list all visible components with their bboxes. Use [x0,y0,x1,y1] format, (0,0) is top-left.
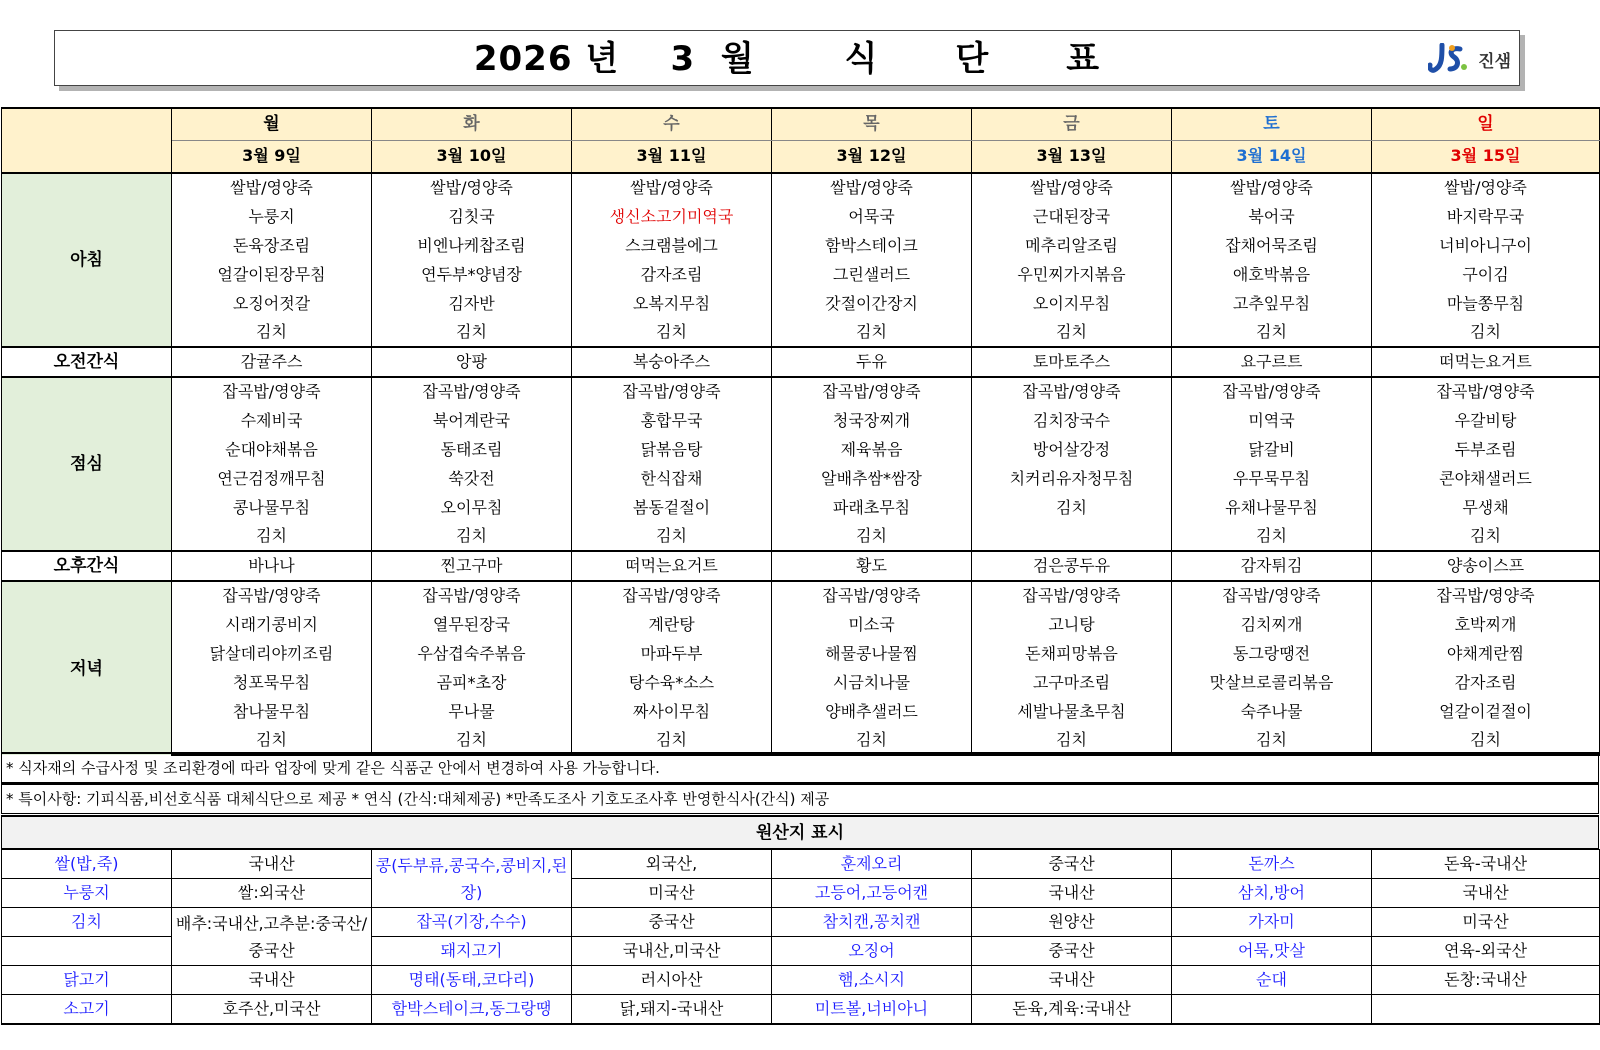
breakfast-label: 아침 [2,173,172,347]
menu-item: 오이지무침 [972,289,1172,318]
lunch-row [2,464,1600,493]
origin-category: 참치캔,꽁치캔 [772,908,972,937]
dinner-row [2,726,1600,755]
menu-item: 치커리유자청무침 [972,464,1172,493]
menu-item: 고구마조림 [972,668,1172,697]
menu-item: 닭볶음탕 [572,435,772,464]
menu-item: 김치 [572,726,772,755]
menu-item: 맛살브로콜리볶음 [1172,668,1372,697]
origin-category: 명태(동태,코다리) [372,966,572,995]
menu-item: 짜사이무침 [572,697,772,726]
menu-item: 무나물 [372,697,572,726]
snack-item: 토마토주스 [972,347,1172,377]
menu-item: 잡곡밥/영양죽 [772,377,972,406]
menu-item: 수제비국 [172,406,372,435]
date-header: 3월 10일 [372,140,572,173]
origin-category: 오징어 [772,937,972,966]
menu-item: 비엔나케찹조림 [372,231,572,260]
origin-value: 국내산 [172,966,372,995]
menu-item: 동그랑땡전 [1172,639,1372,668]
day-header: 금 [972,108,1172,140]
snack-item: 바나나 [172,551,372,581]
menu-item: 잡곡밥/영양죽 [172,377,372,406]
dinner-row [2,581,1600,610]
menu-item: 생신소고기미역국 [572,202,772,231]
menu-item: 순대야채볶음 [172,435,372,464]
menu-item: 김치 [372,726,572,755]
menu-item: 북어국 [1172,202,1372,231]
menu-item: 쌀밥/영양죽 [1372,173,1600,202]
origin-value: 국내산 [1372,879,1600,908]
origin-category: 쌀(밥,죽) [2,850,172,879]
menu-item: 숙주나물 [1172,697,1372,726]
menu-item: 우삼겹숙주볶음 [372,639,572,668]
menu-item: 마늘쫑무침 [1372,289,1600,318]
origin-category-empty [2,937,172,966]
menu-item: 마파두부 [572,639,772,668]
origin-category: 함박스테이크,동그랑땡 [372,995,572,1025]
menu-item: 야채계란찜 [1372,639,1600,668]
menu-item: 김치 [372,522,572,551]
origin-category: 잡곡(기장,수수) [372,908,572,937]
origin-category: 소고기 [2,995,172,1025]
day-header: 월 [172,108,372,140]
afternoon_snack-label: 오후간식 [2,551,172,581]
origin-value: 중국산 [972,850,1172,879]
date-header: 3월 15일 [1372,140,1600,173]
lunch-row [2,522,1600,551]
menu-item: 누룽지 [172,202,372,231]
origin-row [2,908,1600,937]
breakfast-row [2,202,1600,231]
menu-item: 시래기콩비지 [172,610,372,639]
origin-value: 국내산,미국산 [572,937,772,966]
menu-item: 봄동겉절이 [572,493,772,522]
menu-item: 김치 [772,522,972,551]
origin-value: 중국산 [572,908,772,937]
menu-item: 너비아니구이 [1372,231,1600,260]
menu-item: 김치 [572,522,772,551]
menu-item: 잡곡밥/영양죽 [1372,581,1600,610]
date-header-row [2,140,1600,173]
menu-item: 쌀밥/영양죽 [772,173,972,202]
menu-item: 김자반 [372,289,572,318]
snack-item: 떠먹는요거트 [572,551,772,581]
dinner-row [2,668,1600,697]
menu-item: 잡곡밥/영양죽 [572,581,772,610]
menu-item: 홍합무국 [572,406,772,435]
snack-item: 찐고구마 [372,551,572,581]
menu-item: 잡곡밥/영양죽 [1172,377,1372,406]
menu-item: 탕수육*소스 [572,668,772,697]
origin-category: 돈까스 [1172,850,1372,879]
menu-item: 김치장국수 [972,406,1172,435]
origin-category: 훈제오리 [772,850,972,879]
date-header: 3월 14일 [1172,140,1372,173]
menu-item: 얼갈이된장무침 [172,260,372,289]
origin-value: 원양산 [972,908,1172,937]
origin-category: 삼치,방어 [1172,879,1372,908]
afternoon_snack-row [2,551,1600,581]
menu-item: 김치 [1172,726,1372,755]
menu-item: 김치 [172,318,372,347]
menu-item: 잡곡밥/영양죽 [1172,581,1372,610]
menu-item: 잡곡밥/영양죽 [772,581,972,610]
menu-item: 알배추쌈*쌈장 [772,464,972,493]
menu-item: 잡곡밥/영양죽 [972,377,1172,406]
menu-item: 쌀밥/영양죽 [372,173,572,202]
menu-item: 무생채 [1372,493,1600,522]
origin-category: 고등어,고등어캔 [772,879,972,908]
origin-value: 닭,돼지-국내산 [572,995,772,1025]
menu-item: 함박스테이크 [772,231,972,260]
menu-item: 돈채피망볶음 [972,639,1172,668]
menu-item: 닭갈비 [1172,435,1372,464]
day-header-row [2,108,1600,140]
menu-item: 잡곡밥/영양죽 [1372,377,1600,406]
origin-value: 중국산 [972,937,1172,966]
origin-value: 미국산 [572,879,772,908]
dinner-row [2,610,1600,639]
origin-value: 호주산,미국산 [172,995,372,1025]
day-header: 토 [1172,108,1372,140]
logo-text: 진샘 [1478,51,1511,72]
snack-item: 감자튀김 [1172,551,1372,581]
menu-item: 양배추샐러드 [772,697,972,726]
menu-item: 잡곡밥/영양죽 [972,581,1172,610]
origin-category: 돼지고기 [372,937,572,966]
menu-item: 계란탕 [572,610,772,639]
lunch-row [2,493,1600,522]
menu-table [1,107,1600,756]
breakfast-row [2,289,1600,318]
date-header: 3월 13일 [972,140,1172,173]
origin-category: 미트볼,너비아니 [772,995,972,1025]
menu-item: 해물콩나물찜 [772,639,972,668]
menu-item: 김치 [772,726,972,755]
breakfast-row [2,231,1600,260]
menu-item: 김치 [972,726,1172,755]
origin-value: 연육-외국산 [1372,937,1600,966]
origin-value: 미국산 [1372,908,1600,937]
origin-category: 순대 [1172,966,1372,995]
origin-category: 김치 [2,908,172,937]
origin-value: 러시아산 [572,966,772,995]
origin-value: 돈육-국내산 [1372,850,1600,879]
origin-value: 돈창:국내산 [1372,966,1600,995]
menu-item: 쌀밥/영양죽 [572,173,772,202]
menu-item: 오이무침 [372,493,572,522]
menu-item: 유채나물무침 [1172,493,1372,522]
menu-item: 김치 [1172,318,1372,347]
menu-item [972,522,1172,551]
menu-item: 제육볶음 [772,435,972,464]
menu-item: 북어계란국 [372,406,572,435]
company-logo [1428,41,1511,77]
menu-item: 잡곡밥/영양죽 [372,581,572,610]
menu-item: 쑥갓전 [372,464,572,493]
menu-item: 곰피*초장 [372,668,572,697]
origin-value: 쌀:외국산 [172,879,372,908]
origin-category: 가자미 [1172,908,1372,937]
snack-item: 검은콩두유 [972,551,1172,581]
lunch-row [2,377,1600,406]
note-special: * 특이사항: 기피식품,비선호식품 대체식단으로 제공 * 연식 (간식:대체제공) *만족도조사 기호도조사후 반영한식사(간식) 제공 [1,783,1599,814]
menu-item: 동태조림 [372,435,572,464]
menu-item: 닭살데리야끼조림 [172,639,372,668]
menu-item: 김치 [372,318,572,347]
origin-value: 돈육,계육:국내산 [972,995,1172,1025]
title-box [54,30,1520,86]
menu-item: 김치찌개 [1172,610,1372,639]
lunch-row [2,435,1600,464]
origin-value: 배추:국내산,고추분:중국산/중국산 [172,908,372,966]
snack-item: 감귤주스 [172,347,372,377]
snack-item: 두유 [772,347,972,377]
lunch-row [2,406,1600,435]
menu-item: 바지락무국 [1372,202,1600,231]
menu-item: 메추리알조림 [972,231,1172,260]
origin-value: 국내산 [972,879,1172,908]
origin-category: 어묵,맛살 [1172,937,1372,966]
menu-item: 고추잎무침 [1172,289,1372,318]
origin-row [2,966,1600,995]
note-ingredient-change: * 식자재의 수급사정 및 조리환경에 따라 업장에 맞게 같은 식품군 안에서 변경하여 사용 가능합니다. [1,752,1599,783]
menu-item: 돈육장조림 [172,231,372,260]
menu-item: 두부조림 [1372,435,1600,464]
menu-item: 김치 [972,493,1172,522]
menu-item: 세발나물초무침 [972,697,1172,726]
snack-item: 황도 [772,551,972,581]
menu-item: 근대된장국 [972,202,1172,231]
menu-item: 잡채어묵조림 [1172,231,1372,260]
menu-item: 어묵국 [772,202,972,231]
menu-item: 파래초무침 [772,493,972,522]
date-header: 3월 12일 [772,140,972,173]
origin-row [2,850,1600,879]
day-header: 일 [1372,108,1600,140]
menu-item: 한식잡채 [572,464,772,493]
snack-item: 떠먹는요거트 [1372,347,1600,377]
menu-item: 구이김 [1372,260,1600,289]
menu-item: 김치 [572,318,772,347]
menu-item: 콘야채샐러드 [1372,464,1600,493]
menu-item: 방어살강정 [972,435,1172,464]
menu-item: 쌀밥/영양죽 [972,173,1172,202]
menu-item: 미역국 [1172,406,1372,435]
menu-item: 쌀밥/영양죽 [1172,173,1372,202]
origin-category: 콩(두부류,콩국수,콩비지,된장) [372,850,572,908]
menu-item: 잡곡밥/영양죽 [572,377,772,406]
menu-item: 호박찌개 [1372,610,1600,639]
dinner-row [2,697,1600,726]
menu-item: 열무된장국 [372,610,572,639]
menu-item: 청포묵무침 [172,668,372,697]
menu-item: 참나물무침 [172,697,372,726]
menu-item: 오징어젓갈 [172,289,372,318]
menu-item: 우갈비탕 [1372,406,1600,435]
menu-item: 연두부*양념장 [372,260,572,289]
menu-item: 감자조림 [572,260,772,289]
menu-item: 쌀밥/영양죽 [172,173,372,202]
menu-item: 갓절이간장지 [772,289,972,318]
menu-item: 미소국 [772,610,972,639]
menu-item: 청국장찌개 [772,406,972,435]
origin-table [1,849,1600,1025]
snack-item: 요구르트 [1172,347,1372,377]
menu-item: 김치 [172,522,372,551]
origin-category: 햄,소시지 [772,966,972,995]
menu-item: 감자조림 [1372,668,1600,697]
day-header: 수 [572,108,772,140]
menu-item: 김칫국 [372,202,572,231]
menu-item: 스크램블에그 [572,231,772,260]
snack-item: 양송이스프 [1372,551,1600,581]
origin-value: 국내산 [972,966,1172,995]
morning_snack-label: 오전간식 [2,347,172,377]
menu-item: 김치 [1172,522,1372,551]
day-header: 목 [772,108,972,140]
dinner-row [2,639,1600,668]
origin-row [2,879,1600,908]
origin-title: 원산지 표시 [1,815,1599,849]
origin-category [1172,995,1372,1025]
menu-item: 김치 [172,726,372,755]
origin-category: 닭고기 [2,966,172,995]
menu-item: 김치 [972,318,1172,347]
menu-item: 김치 [1372,522,1600,551]
origin-value: 외국산, [572,850,772,879]
snack-item: 복숭아주스 [572,347,772,377]
breakfast-row [2,318,1600,347]
date-header: 3월 9일 [172,140,372,173]
menu-item: 우무묵무침 [1172,464,1372,493]
origin-category: 누룽지 [2,879,172,908]
menu-item: 잡곡밥/영양죽 [172,581,372,610]
header-corner [2,108,172,173]
page-title: 2026 년 3 월 식 단 표 [473,39,1101,79]
menu-item: 얼갈이겉절이 [1372,697,1600,726]
menu-item: 그린샐러드 [772,260,972,289]
menu-item: 우민찌가지볶음 [972,260,1172,289]
logo-mark-icon [1428,43,1472,75]
breakfast-row [2,260,1600,289]
menu-item: 잡곡밥/영양죽 [372,377,572,406]
dinner-label: 저녁 [2,581,172,755]
menu-item: 고니탕 [972,610,1172,639]
origin-value: 국내산 [172,850,372,879]
snack-item: 앙팡 [372,347,572,377]
menu-item: 시금치나물 [772,668,972,697]
breakfast-row [2,173,1600,202]
date-header: 3월 11일 [572,140,772,173]
menu-item: 김치 [772,318,972,347]
menu-item: 김치 [1372,318,1600,347]
menu-item: 콩나물무침 [172,493,372,522]
day-header: 화 [372,108,572,140]
morning_snack-row [2,347,1600,377]
menu-item: 연근검정깨무침 [172,464,372,493]
menu-item: 김치 [1372,726,1600,755]
origin-row [2,995,1600,1025]
menu-item: 오복지무침 [572,289,772,318]
lunch-label: 점심 [2,377,172,551]
menu-item: 애호박볶음 [1172,260,1372,289]
origin-value [1372,995,1600,1025]
